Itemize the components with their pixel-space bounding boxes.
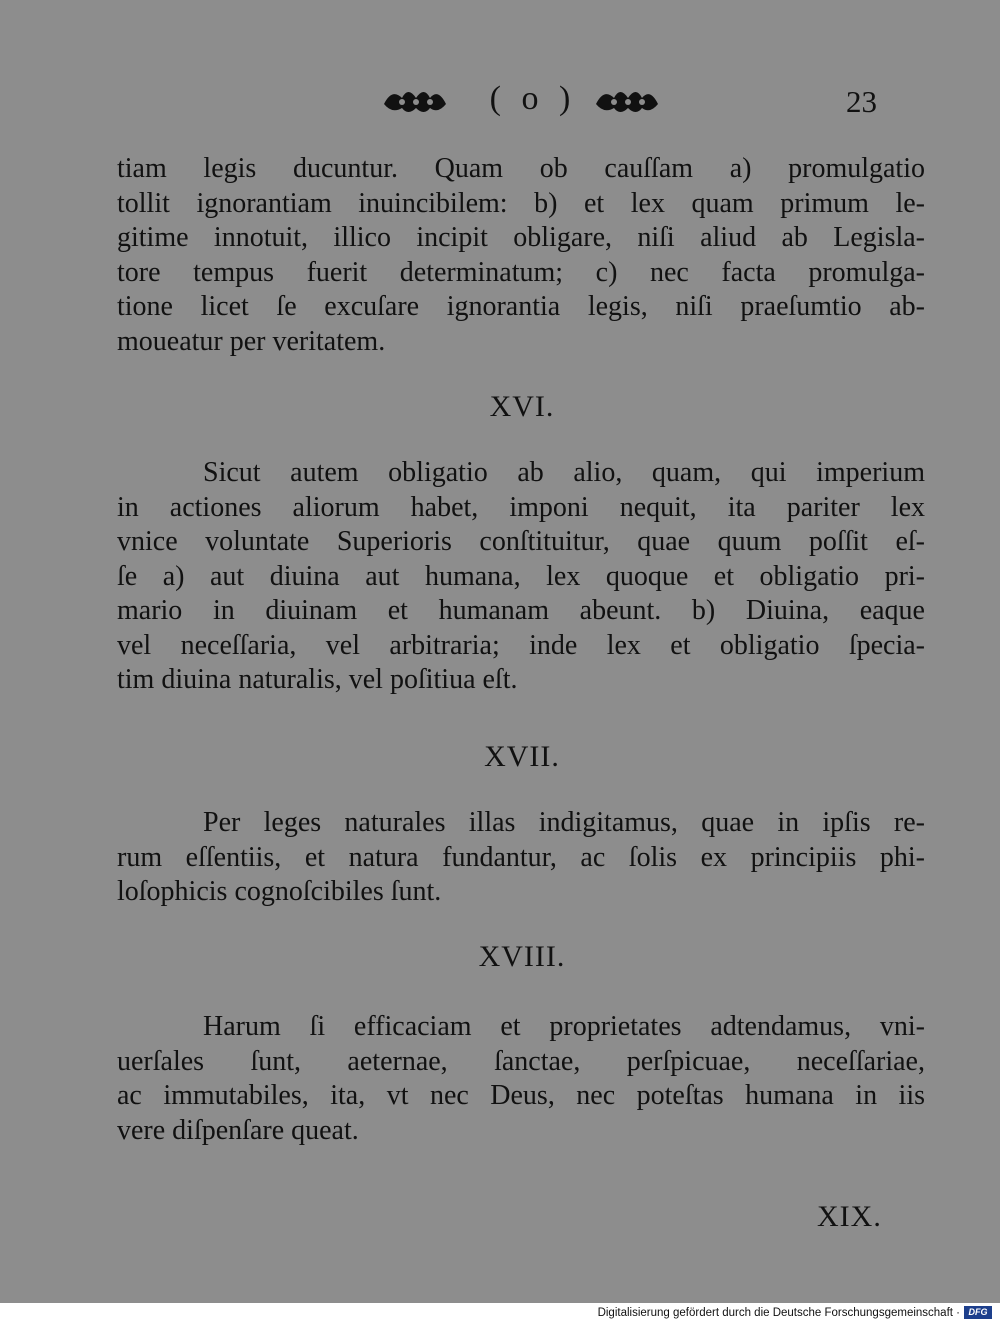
text-line: tiam legis ducuntur. Quam ob cauſſam a) promulgatio [117,153,925,184]
text-line: tione licet ſe excuſare ignorantia legis, niſi praeſumtio ab- [117,291,925,322]
text-line: vnice voluntate Superioris conſtituitur, quae quum poſſit eſ- [117,526,925,557]
text-line: in actiones aliorum habet, imponi nequit, ita pariter lex [117,491,925,523]
text-line: gitime innotuit, illico incipit obligare, niſi aliud ab Legisla- [117,222,925,253]
paragraph-xvii [117,806,925,910]
text-line: rum eſſentiis, et natura fundantur, ac ſolis ex principiis phi- [117,841,925,873]
text-line: tollit ignorantiam inuincibilem: b) et lex quam primum le- [117,187,925,219]
text-line: Per leges naturales illas indigitamus, quae in ipſis re- [203,807,925,838]
text-line: moueatur per veritatem. [117,325,386,357]
text-line: vere diſpenſare queat. [117,1114,359,1146]
ornament-right-icon [594,84,660,118]
paragraph-xviii [117,1010,925,1148]
catchword: XIX. [817,1200,882,1233]
text-line: Sicut autem obligatio ab alio, quam, qui imperium [203,457,925,488]
text-line: mario in diuinam et humanam abeunt. b) Diuina, eaque [117,595,925,626]
section-heading-xvii: XVII. [484,740,560,773]
text-line: tim diuina naturalis, vel poſitiua eſt. [117,664,518,695]
ornament-left-icon [382,84,448,118]
text-line: vel neceſſaria, vel arbitraria; inde lex et obligatio ſpecia- [117,629,925,661]
section-heading-xviii: XVIII. [478,940,566,973]
digitization-credit-bar [0,1303,1000,1323]
running-head [0,80,1000,130]
section-heading-xvi: XVI. [489,390,555,423]
signature-mark: ( o ) [489,80,577,117]
dfg-logo-icon: DFG [964,1306,992,1319]
text-line: ac immutabiles, ita, vt nec Deus, nec poteſtas humana in iis [117,1080,925,1111]
paragraph-continuation [117,152,925,359]
credit-text: Digitalisierung gefördert durch die Deutsche Forschungsgemeinschaft · [597,1307,960,1319]
text-line: uerſales ſunt, aeternae, ſanctae, perſpicuae, neceſſariae, [117,1045,925,1077]
text-line: Harum ſi efficaciam et proprietates adtendamus, vni- [203,1011,925,1042]
page-number: 23 [846,84,877,119]
paragraph-xvi [117,456,925,698]
text-line: ſe a) aut diuina aut humana, lex quoque et obligatio pri- [117,560,925,592]
text-line: loſophicis cognoſcibiles ſunt. [117,876,442,907]
text-line: tore tempus fuerit determinatum; c) nec facta promulga- [117,256,925,288]
